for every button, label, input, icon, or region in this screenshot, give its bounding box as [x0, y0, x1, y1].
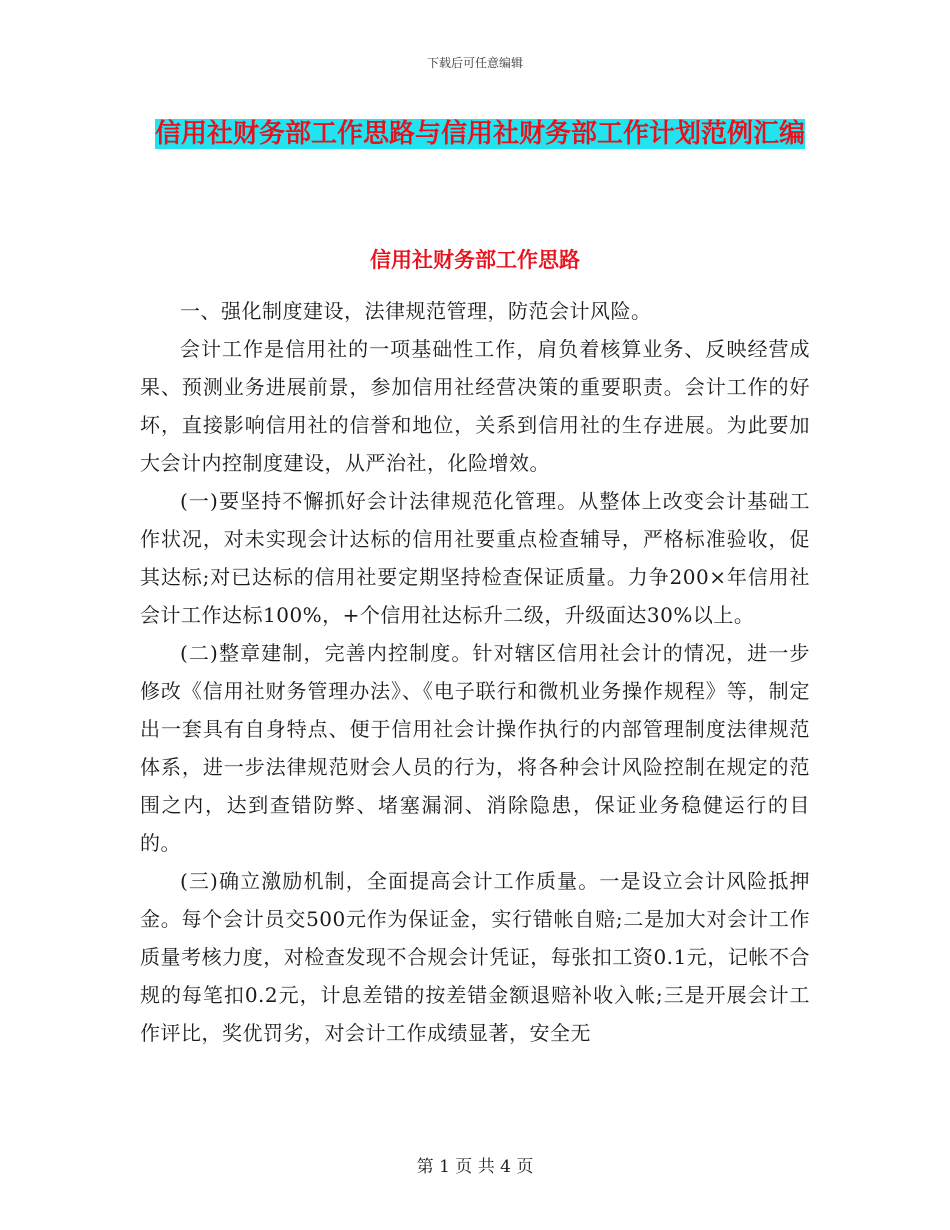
document-title — [140, 112, 820, 156]
document-title-text: 信用社财务部工作思路与信用社财务部工作计划范例汇编 — [154, 119, 805, 149]
header-note: 下载后可任意编辑 — [426, 56, 523, 70]
paragraph: 一、强化制度建设，法律规范管理，防范会计风险。 — [180, 299, 652, 323]
paragraph: 会计工作是信用社的一项基础性工作，肩负着核算业务、反映经营成果、预测业务进展前景，参加信用社经营决策的重要职责。会计工作的好坏，直接影响信用社的信誉和地位，关系到信用社的生存进展。为此要加大会计内控制度建设，从严治社，化险增效。 — [140, 337, 810, 475]
section-title: 信用社财务部工作思路 — [370, 248, 580, 272]
document-body — [140, 292, 810, 1052]
paragraph: (一)要坚持不懈抓好会计法律规范化管理。从整体上改变会计基础工作状况，对未实现会计达标的信用社要重点检查辅导，严格标准验收，促其达标;对已达标的信用社要定期坚持检查保证质量。力争200×年信用社会计工作达标100%，+个信用社达标升二级，升级面达30%以上。 — [140, 489, 810, 627]
paragraph: (三)确立激励机制，全面提高会计工作质量。一是设立会计风险抵押金。每个会计员交500元作为保证金，实行错帐自赔;二是加大对会计工作质量考核力度，对检查发现不合规会计凭证，每张扣工资0.1元，记帐不合规的每笔扣0.2元，计息差错的按差错金额退赔补收入帐;三是开展会计工作评比，奖优罚劣，对会计工作成绩显著，安全无 — [140, 869, 810, 1045]
paragraph: (二)整章建制，完善内控制度。针对辖区信用社会计的情况，进一步修改《信用社财务管理办法》、《电子联行和微机业务操作规程》等，制定出一套具有自身特点、便于信用社会计操作执行的内部管理制度法律规范体系，进一步法律规范财会人员的行为，将各种会计风险控制在规定的范围之内，达到查错防弊、堵塞漏洞、消除隐患，保证业务稳健运行的目的。 — [140, 641, 810, 855]
page-footer: 第 1 页 共 4 页 — [416, 1157, 534, 1177]
